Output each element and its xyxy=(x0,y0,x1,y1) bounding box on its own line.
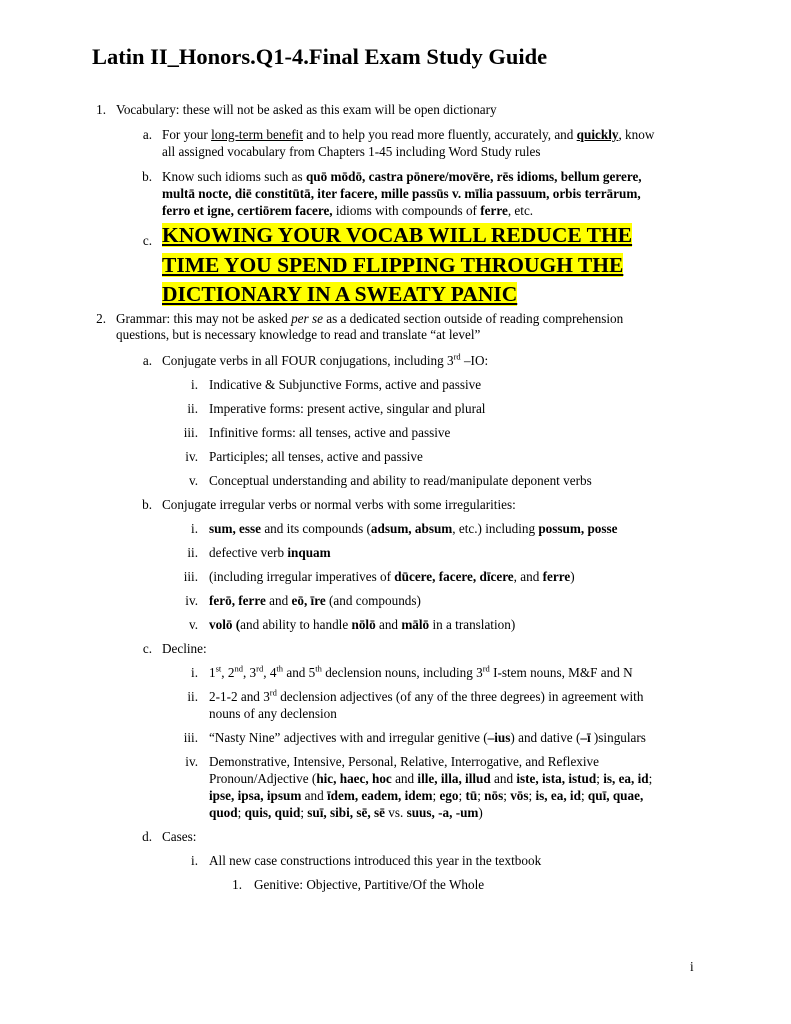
bold-text: mālō xyxy=(401,617,430,632)
text-run: , etc.) including xyxy=(452,521,539,536)
declension-item xyxy=(209,688,643,705)
text-run: “Nasty Nine” adjectives with and irregular genitive ( xyxy=(209,730,488,745)
conjugation-item: Infinitive forms: all tenses, active and passive xyxy=(209,425,451,440)
text-run: as a dedicated section outside of reading comprehension xyxy=(322,311,624,326)
text-run: ; xyxy=(596,771,604,786)
text-run: declension nouns, including 3 xyxy=(321,665,483,680)
text-run: 2-1-2 and 3 xyxy=(209,689,270,704)
text-run: I-stem nouns, M&F and N xyxy=(489,665,633,680)
vocab-item-a-line2: all assigned vocabulary from Chapters 1-45 including Word Study rules xyxy=(162,144,541,159)
list-marker: a. xyxy=(142,353,152,368)
pronoun-item-line2 xyxy=(209,770,652,787)
text-run: Know such idioms such as xyxy=(162,169,306,184)
cases-item: All new case constructions introduced this year in the textbook xyxy=(209,853,542,868)
text-run: in a translation) xyxy=(429,617,516,632)
pronoun-item-line4 xyxy=(209,804,483,821)
bold-text: suus, -a, -um xyxy=(406,805,479,820)
bold-text: inquam xyxy=(287,545,331,560)
declension-item-line2: nouns of any declension xyxy=(209,706,337,721)
bold-text: ipse, ipsa, ipsum xyxy=(209,788,302,803)
bold-text: multā nocte, diē constitūtā, iter facere, mille passūs v. mīlia passuum, orbis terrārum, xyxy=(162,186,641,201)
highlighted-text: KNOWING YOUR VOCAB WILL REDUCE THE xyxy=(162,223,633,247)
bold-text: ferro et igne, certiōrem facere, xyxy=(162,203,333,218)
bold-text: iste, ista, istud xyxy=(516,771,597,786)
text-run: and xyxy=(375,617,402,632)
bold-text: possum, posse xyxy=(538,521,618,536)
bold-text: nōs xyxy=(484,788,504,803)
text-run: and its compounds ( xyxy=(261,521,371,536)
bold-text: suī, sibi, sē, sē xyxy=(307,805,385,820)
list-marker: v. xyxy=(188,473,198,488)
text-run: and xyxy=(265,593,292,608)
text-run: –IO: xyxy=(460,353,489,368)
list-marker: b. xyxy=(142,497,152,512)
text-run: and ability to handle xyxy=(240,617,352,632)
list-marker: 1. xyxy=(96,102,106,117)
text-run: Grammar: this may not be asked xyxy=(116,311,292,326)
bold-text: adsum, absum xyxy=(370,521,453,536)
bold-text: eō, īre xyxy=(291,593,326,608)
text-run: , etc. xyxy=(507,203,534,218)
list-marker: iii. xyxy=(183,425,198,440)
bold-text: nōlō xyxy=(351,617,376,632)
irregular-verb-item xyxy=(209,568,575,585)
text-run: ) xyxy=(570,569,575,584)
list-marker: i. xyxy=(191,521,198,536)
text-run: For your xyxy=(162,127,212,142)
text-run: , and xyxy=(513,569,543,584)
irregular-verb-item xyxy=(209,592,421,609)
highlighted-text: TIME YOU SPEND FLIPPING THROUGH THE xyxy=(162,252,624,277)
irregular-verb-item xyxy=(209,544,331,561)
bold-text: hic, haec, hoc xyxy=(316,771,392,786)
text-run: ; xyxy=(458,788,466,803)
text-run: , 2 xyxy=(221,665,235,680)
superscript: rd xyxy=(269,687,277,698)
text-run: and xyxy=(301,788,327,803)
bold-text: ferre xyxy=(480,203,508,218)
bold-text: quis, quid xyxy=(244,805,301,820)
list-marker: 2. xyxy=(96,311,106,326)
text-run: (and compounds) xyxy=(325,593,421,608)
text-run: , 3 xyxy=(242,665,257,680)
text-run: Pronoun/Adjective ( xyxy=(209,771,317,786)
bold-text: –ī xyxy=(580,730,591,745)
vocab-item-b-line3 xyxy=(162,202,533,219)
list-marker: 1. xyxy=(232,877,242,892)
bold-text: quō mōdō, castra pōnere/movēre, rēs idioms, bellum gerere, xyxy=(305,169,642,184)
list-marker: i. xyxy=(191,377,198,392)
text-run: ) and dative ( xyxy=(510,730,581,745)
section-grammar-line2: questions, but is necessary knowledge to read and translate “at level” xyxy=(116,327,481,342)
highlighted-text: DICTIONARY IN A SWEATY PANIC xyxy=(162,282,518,306)
vocab-item-b-line2 xyxy=(162,185,641,202)
list-marker: iii. xyxy=(183,730,198,745)
bold-text: ferre xyxy=(542,569,571,584)
underlined-text: long-term benefit xyxy=(211,127,304,142)
bold-text: īdem, eadem, idem xyxy=(327,788,433,803)
text-run: (including irregular imperatives of xyxy=(209,569,395,584)
cases-subitem: Genitive: Objective, Partitive/Of the Whole xyxy=(254,877,485,892)
list-marker: iv. xyxy=(185,449,198,464)
bold-text: ferō, ferre xyxy=(209,593,266,608)
text-run: )singulars xyxy=(590,730,646,745)
irregular-verb-item xyxy=(209,616,515,633)
text-run: defective verb xyxy=(209,545,288,560)
text-run: ; xyxy=(503,788,511,803)
text-run: ) xyxy=(478,805,483,820)
irregular-verb-item xyxy=(209,520,618,537)
conjugation-item: Conceptual understanding and ability to read/manipulate deponent verbs xyxy=(209,473,592,488)
superscript: th xyxy=(276,663,284,674)
list-marker: i. xyxy=(191,853,198,868)
text-run: ; xyxy=(477,788,485,803)
list-marker: i. xyxy=(191,665,198,680)
vocab-item-b xyxy=(162,168,642,185)
declension-item xyxy=(209,664,633,681)
superscript: rd xyxy=(453,351,461,362)
text-run: vs. xyxy=(384,805,407,820)
list-marker: ii. xyxy=(187,401,198,416)
conjugation-item: Imperative forms: present active, singular and plural xyxy=(209,401,486,416)
list-marker: d. xyxy=(142,829,152,844)
pronoun-item: Demonstrative, Intensive, Personal, Relative, Interrogative, and Reflexive xyxy=(209,754,600,769)
bold-text: quod xyxy=(209,805,238,820)
text-run: and xyxy=(391,771,418,786)
text-run: ; xyxy=(432,788,440,803)
superscript: nd xyxy=(234,663,243,674)
text-run: idioms with compounds of xyxy=(332,203,481,218)
grammar-item-a xyxy=(162,352,488,369)
bold-text: is, ea, id xyxy=(603,771,649,786)
grammar-item-c: Decline: xyxy=(162,641,207,656)
list-marker: c. xyxy=(142,233,152,248)
bold-text: vōs xyxy=(510,788,529,803)
superscript: rd xyxy=(482,663,490,674)
list-marker: c. xyxy=(142,641,152,656)
text-run: ; xyxy=(300,805,308,820)
bold-text: is, ea, id xyxy=(535,788,581,803)
section-vocabulary: Vocabulary: these will not be asked as this exam will be open dictionary xyxy=(116,102,497,117)
bold-text: tū xyxy=(465,788,478,803)
list-marker: b. xyxy=(142,169,152,184)
text-run: ; xyxy=(648,771,653,786)
bold-text: dūcere, facere, dīcere xyxy=(394,569,514,584)
page-title: Latin II_Honors.Q1-4.Final Exam Study Guide xyxy=(92,44,548,69)
bold-text: quī, quae, xyxy=(587,788,644,803)
text-run: and 5 xyxy=(283,665,316,680)
text-run: and xyxy=(490,771,517,786)
highlighted-warning xyxy=(162,222,632,311)
text-run: declension adjectives (of any of the three degrees) in agreement with xyxy=(276,689,644,704)
bold-text: –ius xyxy=(487,730,511,745)
bold-text: sum, esse xyxy=(209,521,262,536)
list-marker: ii. xyxy=(187,689,198,704)
superscript: st xyxy=(215,663,222,674)
list-marker: ii. xyxy=(187,545,198,560)
conjugation-item: Participles; all tenses, active and passive xyxy=(209,449,423,464)
text-run: , 4 xyxy=(263,665,277,680)
list-marker: a. xyxy=(142,127,152,142)
text-run: ; xyxy=(580,788,588,803)
declension-item xyxy=(209,729,646,746)
superscript: th xyxy=(315,663,322,674)
text-run: 1 xyxy=(209,665,216,680)
underlined-bold-text: quickly xyxy=(576,127,619,142)
list-marker: iv. xyxy=(185,754,198,769)
conjugation-item: Indicative & Subjunctive Forms, active and passive xyxy=(209,377,482,392)
superscript: rd xyxy=(256,663,264,674)
text-run: Conjugate verbs in all FOUR conjugations, including 3 xyxy=(162,353,454,368)
list-marker: v. xyxy=(188,617,198,632)
text-run: ; xyxy=(528,788,536,803)
pronoun-item-line3 xyxy=(209,787,643,804)
bold-text: ille, illa, illud xyxy=(417,771,491,786)
vocab-item-a xyxy=(162,126,654,143)
bold-text: ego xyxy=(439,788,459,803)
page-number: i xyxy=(690,959,694,974)
bold-text: volō ( xyxy=(209,617,241,632)
text-run: ; xyxy=(237,805,245,820)
text-run: and to help you read more fluently, accurately, and xyxy=(303,127,577,142)
section-grammar xyxy=(116,310,623,327)
list-marker: iv. xyxy=(185,593,198,608)
grammar-item-b: Conjugate irregular verbs or normal verbs with some irregularities: xyxy=(162,497,516,512)
list-marker: iii. xyxy=(183,569,198,584)
italic-text: per se xyxy=(291,311,323,326)
grammar-item-d: Cases: xyxy=(162,829,197,844)
text-run: , know xyxy=(618,127,655,142)
